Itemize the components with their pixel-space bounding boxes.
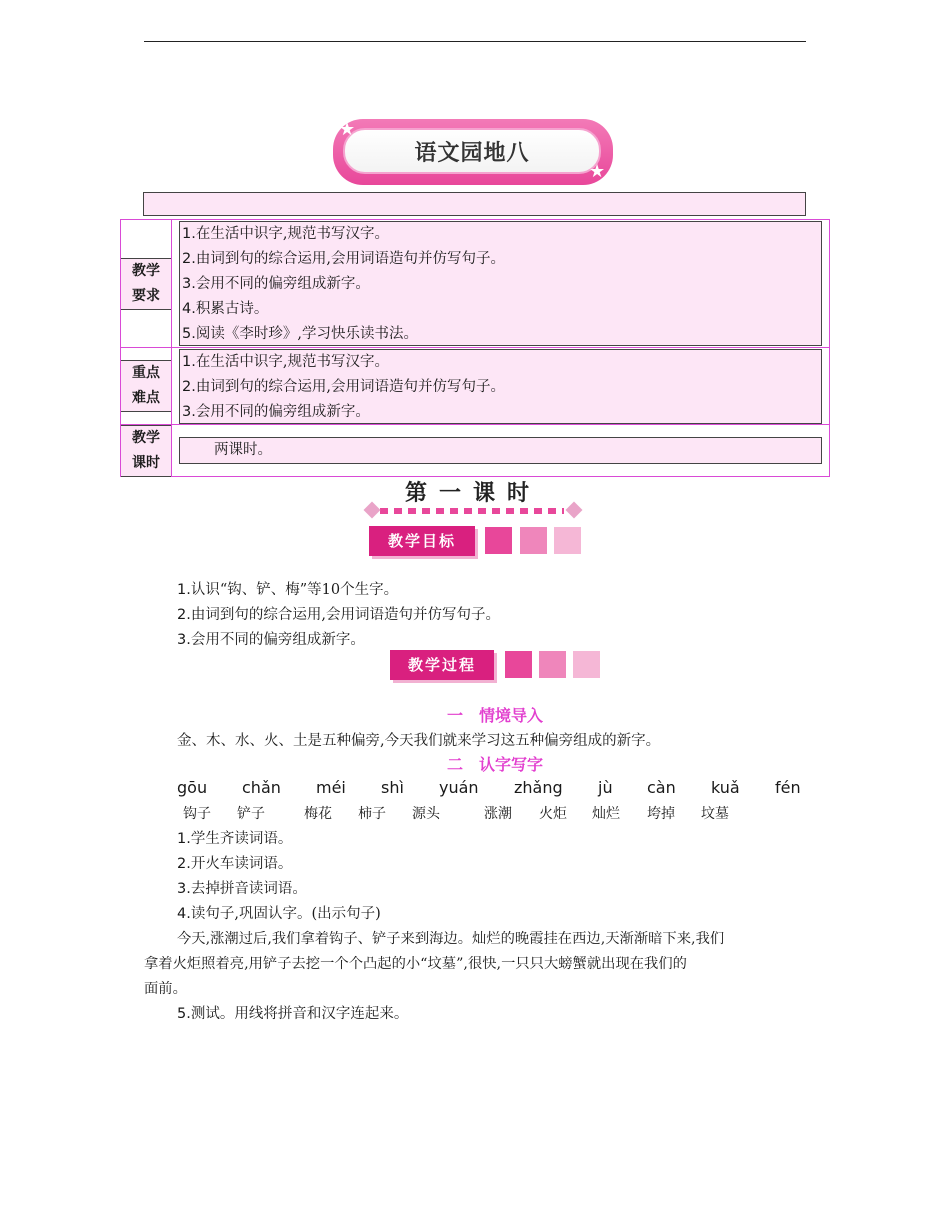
table-row-hours xyxy=(121,425,829,477)
pinyin-fen: fén xyxy=(775,778,801,797)
lesson-header xyxy=(362,474,584,524)
star-icon: ★ xyxy=(339,119,356,140)
pinyin-gou: gōu xyxy=(177,778,208,797)
word: 源头 xyxy=(412,806,440,822)
list-item: 5.阅读《李时珍》,学习快乐读书法。 xyxy=(182,326,418,342)
word: 坟墓 xyxy=(701,806,729,822)
list-item: 2.由词到句的综合运用,会用词语造句并仿写句子。 xyxy=(182,379,505,395)
list-item: 2.开火车读词语。 xyxy=(177,856,293,872)
pinyin-yuan: yuán xyxy=(439,778,479,797)
decor-square xyxy=(505,651,532,678)
steps-list xyxy=(177,827,381,927)
list-item: 3.会用不同的偏旁组成新字。 xyxy=(177,632,365,648)
row-label: 重点 难点 xyxy=(121,360,171,412)
decor-square xyxy=(573,651,600,678)
section-1-text: 金、木、水、火、土是五种偏旁,今天我们就来学习这五种偏旁组成的新字。 xyxy=(177,733,661,749)
list-item: 4.读句子,巩固认字。(出示句子) xyxy=(177,906,381,922)
hours-cell: 两课时。 xyxy=(179,437,822,464)
banner-title: 语文园地八 xyxy=(343,128,601,174)
section-heading-1: 一 情境导入 xyxy=(446,706,543,725)
pinyin-mei: méi xyxy=(316,778,346,797)
table-row-requirements xyxy=(121,220,829,348)
word: 梅花 xyxy=(304,806,332,822)
word: 垮掉 xyxy=(647,806,675,822)
goals-tag: 教学目标 xyxy=(369,526,581,556)
process-tag: 教学过程 xyxy=(390,650,600,680)
list-item: 1.在生活中识字,规范书写汉字。 xyxy=(182,226,389,242)
table-row-keypoints xyxy=(121,348,829,425)
pinyin-kua: kuǎ xyxy=(711,778,740,797)
requirements-cell xyxy=(179,221,822,346)
section-heading-2: 二 认字写字 xyxy=(446,755,543,774)
pinyin-shi: shì xyxy=(381,778,404,797)
row-label: 教学 课时 xyxy=(121,425,171,477)
list-item: 5.测试。用线将拼音和汉字连起来。 xyxy=(177,1006,409,1022)
list-item: 1.在生活中识字,规范书写汉字。 xyxy=(182,354,389,370)
pinyin-zhang: zhǎng xyxy=(514,778,563,797)
word: 铲子 xyxy=(237,806,265,822)
list-item: 2.由词到句的综合运用,会用词语造句并仿写句子。 xyxy=(182,251,505,267)
star-icon: ★ xyxy=(589,161,606,182)
list-item: 2.由词到句的综合运用,会用词语造句并仿写句子。 xyxy=(177,607,500,623)
passage-line-2: 拿着火炬照着亮,用铲子去挖一个个凸起的小“坟墓”,很快,一只只大螃蟹就出现在我们的 xyxy=(144,956,687,972)
goals-list xyxy=(177,578,500,653)
decor-square xyxy=(539,651,566,678)
list-item: 4.积累古诗。 xyxy=(182,301,269,317)
blank-bar xyxy=(143,192,806,216)
header-rule xyxy=(144,41,806,42)
word: 涨潮 xyxy=(484,806,512,822)
decor-square xyxy=(554,527,581,554)
lesson-title: 第一课时 xyxy=(404,481,541,506)
info-table xyxy=(120,219,830,477)
decor-square xyxy=(485,527,512,554)
pinyin-chan: chǎn xyxy=(242,778,281,797)
word: 钩子 xyxy=(183,806,211,822)
keypoints-cell xyxy=(179,349,822,424)
word: 柿子 xyxy=(358,806,386,822)
title-banner xyxy=(333,119,613,185)
word: 火炬 xyxy=(539,806,567,822)
word: 灿烂 xyxy=(592,806,620,822)
list-item: 3.会用不同的偏旁组成新字。 xyxy=(182,276,370,292)
passage-line-3: 面前。 xyxy=(144,981,187,997)
list-item: 3.去掉拼音读词语。 xyxy=(177,881,307,897)
list-item: 1.认识“钩、铲、梅”等10个生字。 xyxy=(177,582,399,598)
pinyin-ju: jù xyxy=(598,778,613,797)
dotted-divider xyxy=(380,508,564,514)
passage-line-1: 今天,涨潮过后,我们拿着钩子、铲子来到海边。灿烂的晚霞挂在西边,天渐渐暗下来,我们 xyxy=(177,931,725,947)
row-label: 教学 要求 xyxy=(121,258,171,310)
list-item: 1.学生齐读词语。 xyxy=(177,831,293,847)
pinyin-can: càn xyxy=(647,778,676,797)
decor-square xyxy=(520,527,547,554)
list-item: 3.会用不同的偏旁组成新字。 xyxy=(182,404,370,420)
